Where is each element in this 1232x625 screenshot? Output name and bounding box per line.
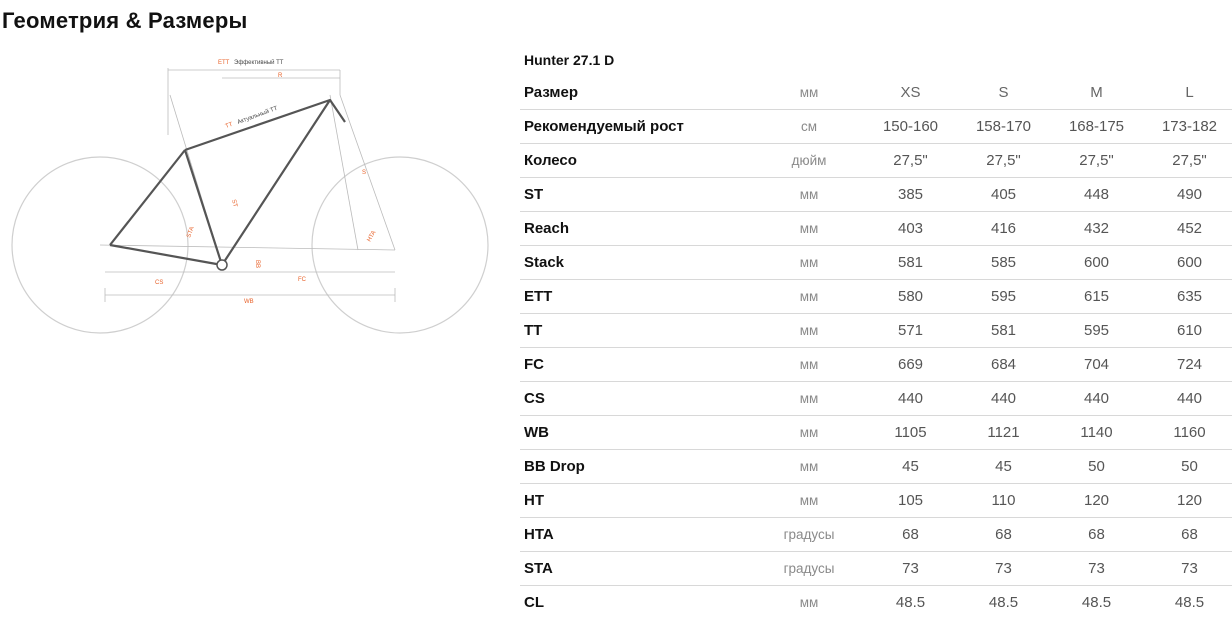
row-unit: см — [754, 110, 864, 144]
cell-size-m: 432 — [1050, 212, 1143, 246]
cell-size-s: 581 — [957, 314, 1050, 348]
header-label: Размер — [520, 76, 754, 110]
row-label: Колесо — [520, 144, 754, 178]
cell-size-l: 724 — [1143, 348, 1232, 382]
row-label: ST — [520, 178, 754, 212]
cell-size-m: 704 — [1050, 348, 1143, 382]
row-unit: мм — [754, 212, 864, 246]
table-row — [520, 246, 1232, 280]
cell-size-xs: 669 — [864, 348, 957, 382]
row-label: Stack — [520, 246, 754, 280]
cell-size-l: 635 — [1143, 280, 1232, 314]
cell-size-s: 585 — [957, 246, 1050, 280]
row-unit: градусы — [754, 518, 864, 552]
row-unit: мм — [754, 416, 864, 450]
cell-size-s: 110 — [957, 484, 1050, 518]
table-row — [520, 144, 1232, 178]
cell-size-l: 452 — [1143, 212, 1232, 246]
label-tt-abbr: TT — [224, 121, 234, 130]
label-fc: FC — [298, 277, 306, 283]
row-unit: мм — [754, 348, 864, 382]
row-label: BB Drop — [520, 450, 754, 484]
cell-size-l: 600 — [1143, 246, 1232, 280]
table-row — [520, 110, 1232, 144]
cell-size-l: 1160 — [1143, 416, 1232, 450]
bike-geometry-diagram — [0, 40, 500, 340]
table-row — [520, 484, 1232, 518]
table-row — [520, 382, 1232, 416]
cell-size-s: 440 — [957, 382, 1050, 416]
cell-size-l: 50 — [1143, 450, 1232, 484]
cell-size-m: 50 — [1050, 450, 1143, 484]
cell-size-m: 68 — [1050, 518, 1143, 552]
cell-size-l: 27,5" — [1143, 144, 1232, 178]
cell-size-s: 73 — [957, 552, 1050, 586]
label-ett-text: Эффективный TT — [234, 60, 284, 66]
label-reach: R — [278, 73, 283, 79]
row-label: HTA — [520, 518, 754, 552]
header-size-s: S — [957, 76, 1050, 110]
model-name: Hunter 27.1 D — [524, 52, 615, 68]
geometry-table — [520, 76, 1232, 619]
table-row — [520, 178, 1232, 212]
table-row — [520, 552, 1232, 586]
page-title: Геометрия & Размеры — [2, 8, 248, 33]
label-tt-text: Актуальный TT — [236, 105, 279, 126]
front-wheel — [312, 157, 488, 333]
label-wb: WB — [244, 299, 254, 305]
label-stack: S — [362, 170, 367, 176]
cell-size-s: 158-170 — [957, 110, 1050, 144]
cell-size-m: 595 — [1050, 314, 1143, 348]
label-st: ST — [230, 198, 238, 208]
cell-size-m: 615 — [1050, 280, 1143, 314]
row-unit: мм — [754, 382, 864, 416]
row-unit: мм — [754, 314, 864, 348]
header-unit: мм — [754, 76, 864, 110]
cell-size-m: 168-175 — [1050, 110, 1143, 144]
cell-size-xs: 440 — [864, 382, 957, 416]
row-label: Рекомендуемый рост — [520, 110, 754, 144]
cell-size-s: 68 — [957, 518, 1050, 552]
cell-size-m: 448 — [1050, 178, 1143, 212]
header-size-l: L — [1143, 76, 1232, 110]
cell-size-s: 595 — [957, 280, 1050, 314]
cell-size-xs: 403 — [864, 212, 957, 246]
row-label: Reach — [520, 212, 754, 246]
cell-size-l: 48.5 — [1174, 594, 1205, 611]
label-ett-abbr: ETT — [218, 60, 230, 66]
cell-size-m: 600 — [1050, 246, 1143, 280]
row-label: ETT — [520, 280, 754, 314]
label-sta: STA — [186, 226, 196, 239]
label-bb: BB — [254, 260, 260, 269]
cell-size-s: 27,5" — [957, 144, 1050, 178]
header-size-m: M — [1050, 76, 1143, 110]
cell-size-xs: 105 — [864, 484, 957, 518]
cell-size-l: 440 — [1143, 382, 1232, 416]
cell-size-s: 45 — [957, 450, 1050, 484]
table-row — [520, 450, 1232, 484]
row-label: HT — [520, 484, 754, 518]
table-row — [520, 348, 1232, 382]
cell-size-m: 440 — [1050, 382, 1143, 416]
cell-size-xs: 571 — [864, 314, 957, 348]
table-row — [520, 416, 1232, 450]
label-cs: CS — [155, 280, 164, 286]
table-row — [520, 212, 1232, 246]
row-label: CL — [524, 594, 544, 611]
cell-size-xs: 385 — [864, 178, 957, 212]
cell-size-l: 73 — [1143, 552, 1232, 586]
row-unit: дюйм — [754, 144, 864, 178]
cell-size-s: 405 — [957, 178, 1050, 212]
cell-size-m: 1140 — [1050, 416, 1143, 450]
table-body — [520, 110, 1232, 620]
row-label: STA — [520, 552, 754, 586]
cell-size-xs: 68 — [864, 518, 957, 552]
row-unit: мм — [754, 450, 864, 484]
row-unit: мм — [754, 280, 864, 314]
cell-size-l: 610 — [1143, 314, 1232, 348]
cell-size-xs: 150-160 — [864, 110, 957, 144]
cell-size-m: 120 — [1050, 484, 1143, 518]
row-label: FC — [520, 348, 754, 382]
cell-size-xs: 48.5 — [895, 594, 926, 611]
label-hta: HTA — [366, 229, 378, 243]
row-label: CS — [520, 382, 754, 416]
row-unit: мм — [754, 484, 864, 518]
row-unit: мм — [799, 595, 819, 610]
header-size-xs: XS — [864, 76, 957, 110]
cell-size-xs: 581 — [864, 246, 957, 280]
cell-size-xs: 1105 — [864, 416, 957, 450]
row-unit: мм — [754, 178, 864, 212]
cell-size-l: 68 — [1143, 518, 1232, 552]
cell-size-xs: 580 — [864, 280, 957, 314]
table-row — [520, 280, 1232, 314]
table-row — [520, 586, 1232, 620]
table-header-row — [520, 76, 1232, 110]
cell-size-xs: 45 — [864, 450, 957, 484]
cell-size-m: 48.5 — [1081, 594, 1112, 611]
cell-size-s: 684 — [957, 348, 1050, 382]
row-unit: мм — [754, 246, 864, 280]
table-row — [520, 518, 1232, 552]
bottom-bracket — [217, 260, 227, 270]
table-row — [520, 314, 1232, 348]
row-unit: градусы — [754, 552, 864, 586]
cell-size-s: 48.5 — [988, 594, 1019, 611]
row-label: TT — [520, 314, 754, 348]
cell-size-xs: 73 — [864, 552, 957, 586]
cell-size-l: 173-182 — [1143, 110, 1232, 144]
cell-size-l: 120 — [1143, 484, 1232, 518]
cell-size-l: 490 — [1143, 178, 1232, 212]
row-label: WB — [520, 416, 754, 450]
dimension-guides — [100, 68, 395, 302]
cell-size-m: 27,5" — [1050, 144, 1143, 178]
cell-size-xs: 27,5" — [864, 144, 957, 178]
cell-size-s: 1121 — [957, 416, 1050, 450]
cell-size-m: 73 — [1050, 552, 1143, 586]
cell-size-s: 416 — [957, 212, 1050, 246]
